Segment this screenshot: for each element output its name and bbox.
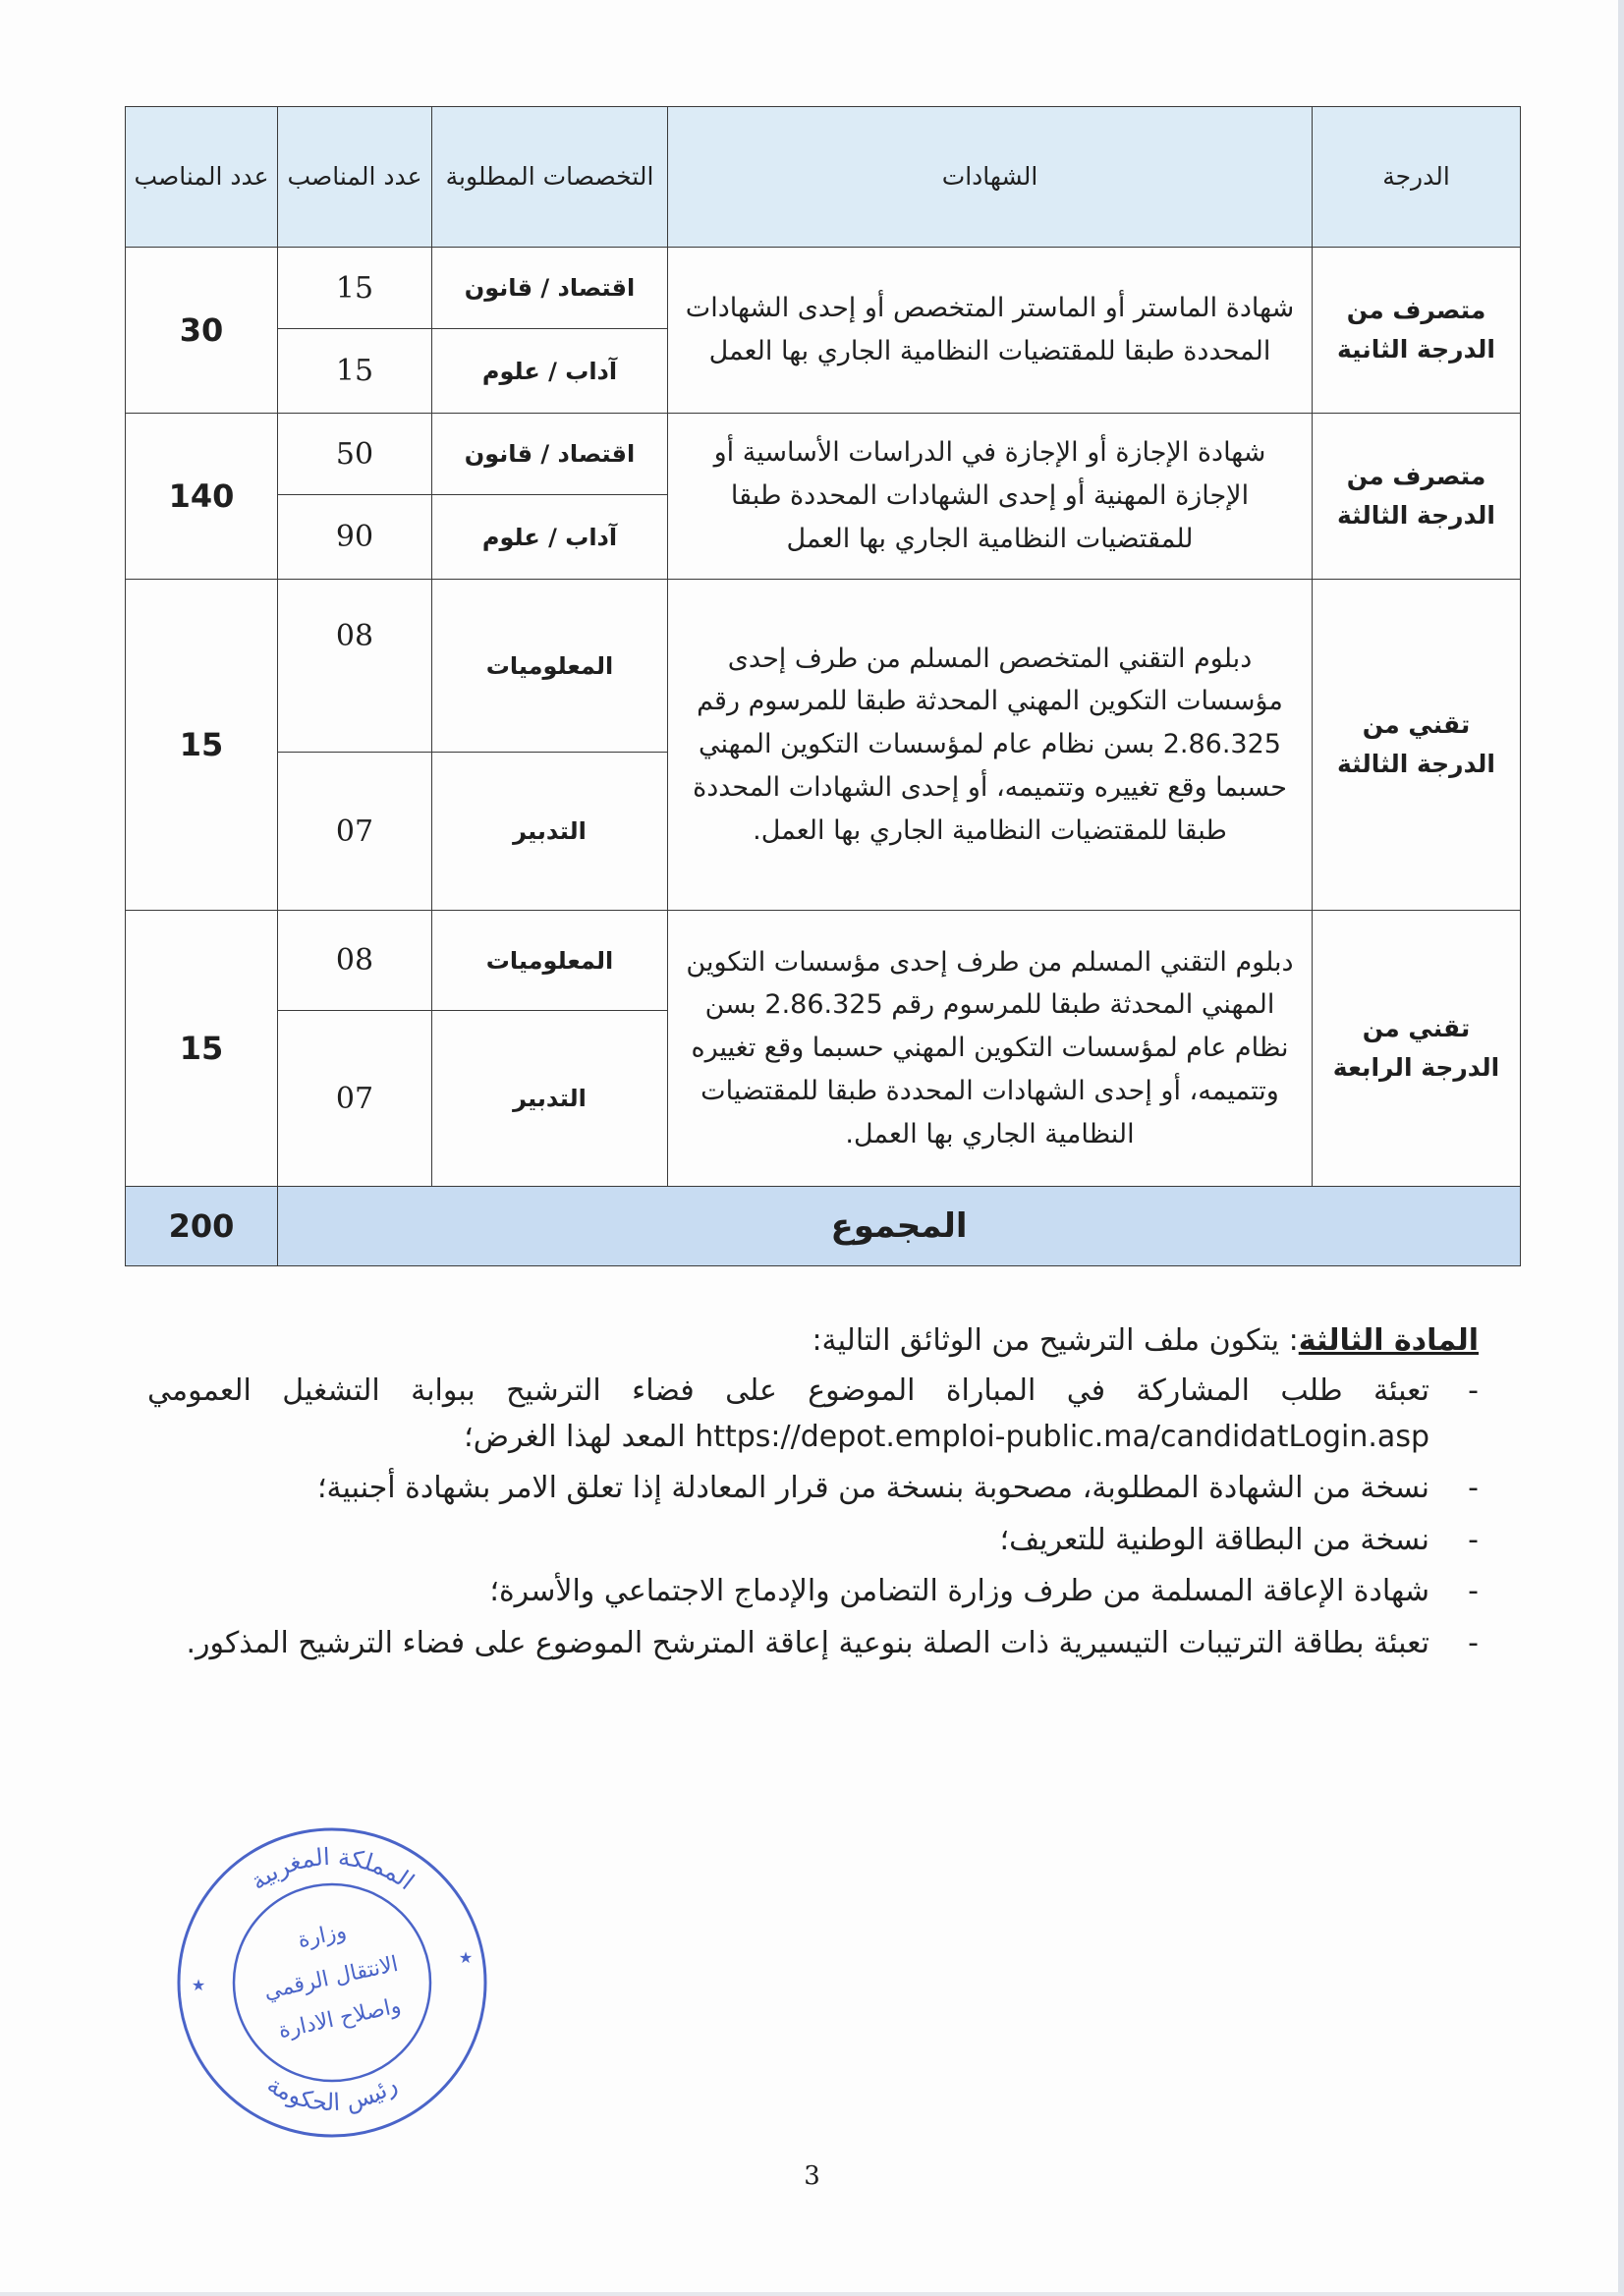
header-specialties: التخصصات المطلوبة	[432, 107, 668, 248]
list-dash: -	[1468, 1471, 1479, 1505]
row-total-cell: 30	[126, 248, 278, 414]
grade-cell: متصرف من الدرجة الثانية	[1313, 248, 1521, 414]
table-row	[126, 911, 1521, 1011]
row-total-cell: 15	[126, 911, 278, 1187]
posts-cell: 15	[278, 248, 432, 329]
table-row	[126, 248, 1521, 329]
grade-cell: تقني من الدرجة الرابعة	[1313, 911, 1521, 1187]
official-stamp	[175, 1825, 489, 2140]
portal-link[interactable]: https://depot.emploi-public.ma/candidatLogin.asp	[695, 1419, 1429, 1454]
specialty-cell: اقتصاد / قانون	[432, 414, 668, 495]
row-total-cell: 15	[126, 580, 278, 911]
item-text: نسخة من البطاقة الوطنية للتعريف؛	[999, 1522, 1429, 1557]
specialty-cell: التدبير	[432, 1011, 668, 1187]
certificates-cell: دبلوم التقني المتخصص المسلم من طرف إحدى مؤسسات التكوين المهني المحدثة طبقا للمرسوم رقم 2.86.325 بسن نظام عام لمؤسسات التكوين المهني حسبما وقع تغييره وتتميمه، أو إحدى الشهادات المحددة طبقا للمقتضيات النظامية الجاري بها العمل.	[668, 580, 1313, 911]
stamp-star-right: ★	[458, 1948, 474, 1967]
certificates-cell: دبلوم التقني المسلم من طرف إحدى مؤسسات التكوين المهني المحدثة طبقا للمرسوم رقم 2.86.325 بسن نظام عام لمؤسسات التكوين المهني حسبما وقع تغييره وتتميمه، أو إحدى الشهادات المحددة طبقا للمقتضيات النظامية الجاري بها العمل.	[668, 911, 1313, 1187]
specialty-cell: المعلوميات	[432, 911, 668, 1011]
article-heading	[147, 1318, 1479, 1363]
total-label: المجموع	[278, 1187, 1521, 1266]
posts-cell: 08	[278, 911, 432, 1011]
total-row	[126, 1187, 1521, 1266]
stamp-bottom-text: رئيس الحكومة	[261, 2070, 403, 2117]
posts-table	[125, 106, 1521, 1266]
item-text: تعبئة بطاقة الترتيبات التيسيرية ذات الصلة بنوعية إعاقة المترشح الموضوع على فضاء الترشيح المذكور.	[186, 1625, 1429, 1660]
certificates-cell: شهادة الماستر أو الماستر المتخصص أو إحدى الشهادات المحددة طبقا للمقتضيات النظامية الجاري بها العمل	[668, 248, 1313, 414]
stamp-top-text: المملكة المغربية	[245, 1842, 420, 1896]
row-total-cell: 140	[126, 414, 278, 580]
list-dash: -	[1468, 1522, 1479, 1557]
list-item	[147, 1369, 1479, 1460]
stamp-line-transition: الانتقال الرقمي	[261, 1951, 401, 2005]
article-intro: : يتكون ملف الترشيح من الوثائق التالية:	[812, 1323, 1299, 1358]
list-dash: -	[1468, 1373, 1479, 1408]
page-number: 3	[804, 2161, 820, 2191]
grade-cell: تقني من الدرجة الثالثة	[1313, 580, 1521, 911]
header-grade: الدرجة	[1313, 107, 1521, 248]
certificates-cell: شهادة الإجازة أو الإجازة في الدراسات الأساسية أو الإجازة المهنية أو إحدى الشهادات المحددة طبقا للمقتضيات النظامية الجاري بها العمل	[668, 414, 1313, 580]
header-posts: عدد المناصب	[278, 107, 432, 248]
list-item	[147, 1621, 1479, 1667]
posts-cell: 07	[278, 753, 432, 911]
specialty-cell: اقتصاد / قانون	[432, 248, 668, 329]
specialty-cell: التدبير	[432, 753, 668, 911]
specialty-cell: المعلوميات	[432, 580, 668, 753]
stamp-line-reform: واصلاح الادارة	[276, 1993, 404, 2044]
posts-cell: 15	[278, 329, 432, 414]
item-text: المعد لهذا الغرض؛	[464, 1419, 686, 1454]
table-row	[126, 580, 1521, 753]
specialty-cell: آداب / علوم	[432, 495, 668, 580]
posts-cell: 08	[278, 580, 432, 753]
posts-cell: 90	[278, 495, 432, 580]
table-header-row	[126, 107, 1521, 248]
stamp-star-left: ★	[191, 1976, 206, 1994]
grade-cell: متصرف من الدرجة الثالثة	[1313, 414, 1521, 580]
total-value: 200	[126, 1187, 278, 1266]
item-text: نسخة من الشهادة المطلوبة، مصحوبة بنسخة من قرار المعادلة إذا تعلق الامر بشهادة أجنبية؛	[316, 1471, 1429, 1505]
specialty-cell: آداب / علوم	[432, 329, 668, 414]
documents-list	[147, 1369, 1479, 1666]
stamp-line-ministry: وزارة	[296, 1919, 349, 1953]
list-item	[147, 1569, 1479, 1615]
list-dash: -	[1468, 1625, 1479, 1660]
list-item	[147, 1466, 1479, 1512]
article-label: المادة الثالثة	[1298, 1323, 1479, 1358]
list-dash: -	[1468, 1574, 1479, 1608]
posts-cell: 50	[278, 414, 432, 495]
item-text: شهادة الإعاقة المسلمة من طرف وزارة التضامن والإدماج الاجتماعي والأسرة؛	[489, 1574, 1429, 1608]
article-three	[147, 1318, 1479, 1672]
header-posts-total: عدد المناصب	[126, 107, 278, 248]
item-text: تعبئة طلب المشاركة في المباراة الموضوع على فضاء الترشيح ببوابة التشغيل العمومي	[147, 1373, 1429, 1408]
posts-cell: 07	[278, 1011, 432, 1187]
header-certificates: الشهادات	[668, 107, 1313, 248]
table-row	[126, 414, 1521, 495]
list-item	[147, 1518, 1479, 1564]
